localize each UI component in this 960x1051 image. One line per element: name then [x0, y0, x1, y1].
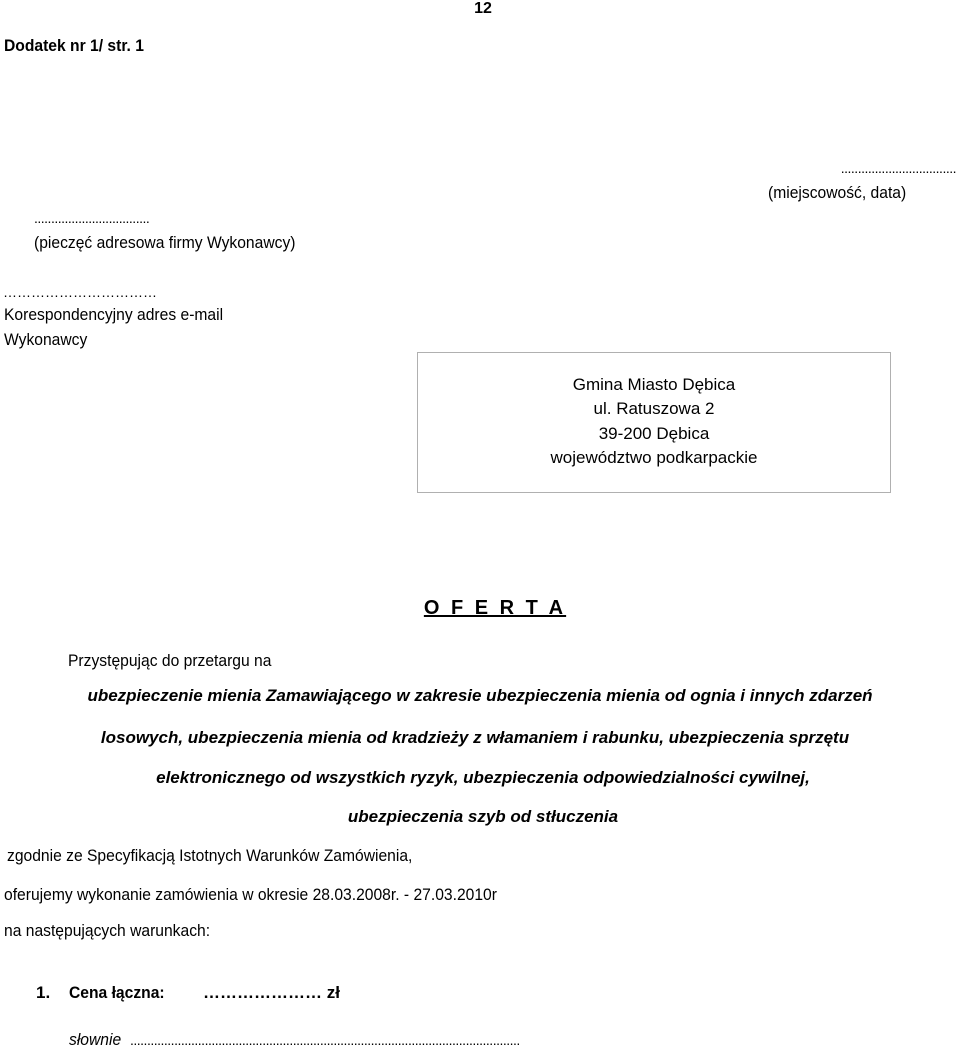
stamp-caption: (pieczęć adresowa firmy Wykonawcy) [34, 233, 296, 252]
recipient-address-box [417, 352, 891, 493]
siwz-statement: zgodnie ze Specyfikacją Istotnych Warunków Zamówienia, [7, 846, 413, 865]
offer-subject-line: elektronicznego od wszystkich ryzyk, ubezpieczenia odpowiedzialności cywilnej, [156, 768, 810, 787]
conditions-statement: na następujących warunkach: [4, 921, 211, 940]
offer-subject-line: losowych, ubezpieczenia mienia od kradzieży z włamaniem i rabunku, ubezpieczenia sprzętu [100, 728, 850, 747]
price-in-words-field: ................................................................................................................... [130, 1032, 520, 1048]
recipient-city: 39-200 Dębica [598, 424, 710, 443]
offer-subject-line: ubezpieczenie mienia Zamawiającego w zakresie ubezpieczenia mienia od ognia i innych zdarzeń [87, 686, 873, 705]
email-caption-line2: Wykonawcy [4, 330, 88, 349]
price-label: Cena łączna: [69, 983, 165, 1002]
offer-term-statement: oferujemy wykonanie zamówienia w okresie 28.03.2008r. - 27.03.2010r [4, 885, 497, 904]
email-placeholder-dots: …………………………… [3, 284, 157, 300]
price-in-words-label: słownie [69, 1030, 122, 1049]
price-value-field: ………………… zł [203, 983, 340, 1002]
recipient-region: województwo podkarpackie [550, 448, 758, 467]
stamp-placeholder-dots: .................................. [34, 210, 150, 226]
recipient-name: Gmina Miasto Dębica [572, 375, 736, 394]
date-place-caption: (miejscowość, data) [768, 183, 907, 202]
attachment-label: Dodatek nr 1/ str. 1 [4, 36, 144, 55]
date-placeholder-dots: .................................. [840, 160, 956, 176]
recipient-street: ul. Ratuszowa 2 [593, 399, 715, 418]
email-caption-line1: Korespondencyjny adres e-mail [4, 305, 224, 324]
page-number: 12 [474, 0, 492, 17]
offer-subject-line: ubezpieczenia szyb od stłuczenia [347, 807, 619, 826]
offer-intro: Przystępując do przetargu na [68, 651, 272, 670]
price-item-number: 1. [36, 983, 51, 1002]
offer-title: O F E R T A [423, 597, 567, 619]
